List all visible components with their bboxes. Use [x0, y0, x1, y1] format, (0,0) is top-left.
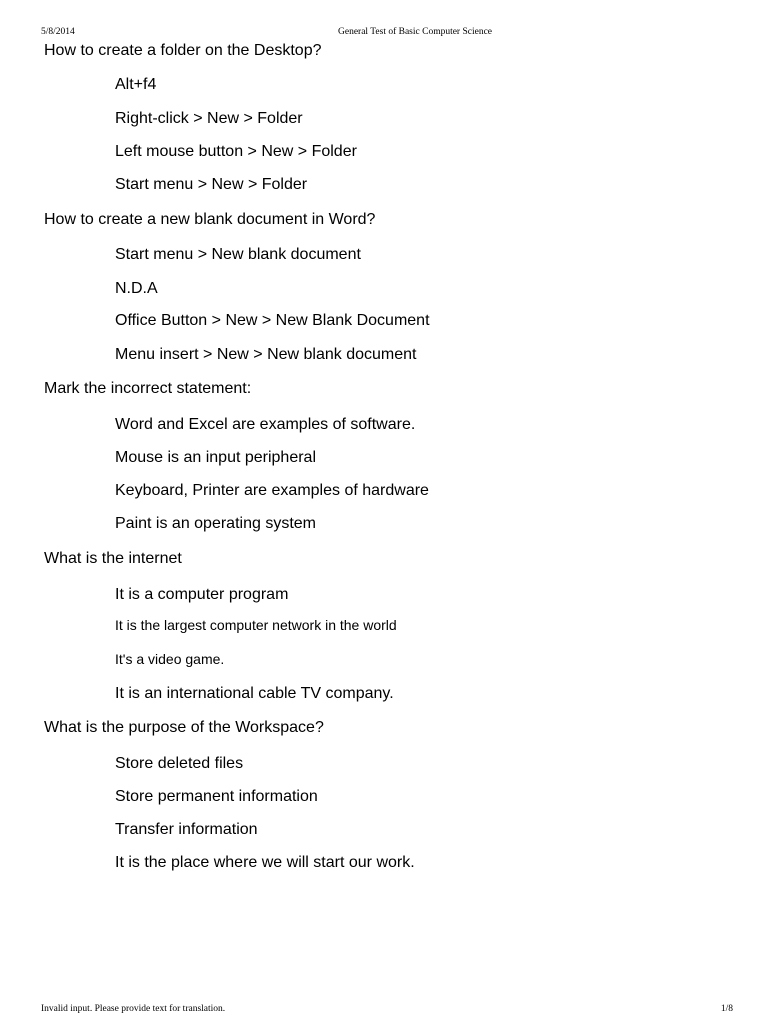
answer-option: Paint is an operating system [115, 515, 316, 532]
question-text: Mark the incorrect statement: [44, 380, 252, 397]
answer-option: It is a computer program [115, 586, 289, 603]
answer-option: Left mouse button > New > Folder [115, 143, 357, 160]
answer-option: Right-click > New > Folder [115, 110, 303, 127]
answer-option: Start menu > New > Folder [115, 176, 308, 193]
answer-option: Transfer information [115, 821, 258, 838]
footer-note: Invalid input. Please provide text for translation. [41, 1004, 226, 1014]
question-text: What is the purpose of the Workspace? [44, 719, 324, 736]
answer-option: Start menu > New blank document [115, 246, 361, 263]
header-title: General Test of Basic Computer Science [338, 27, 493, 37]
page-number: 1/8 [720, 1004, 733, 1014]
answer-option: It's a video game. [115, 651, 225, 667]
header-date: 5/8/2014 [41, 27, 75, 37]
answer-option: Store deleted files [115, 755, 244, 772]
answer-option: Office Button > New > New Blank Document [115, 312, 430, 329]
question-text: How to create a new blank document in Word? [44, 211, 376, 228]
answer-option: It is the largest computer network in the world [115, 617, 397, 633]
answer-option: Mouse is an input peripheral [115, 449, 317, 466]
question-text: What is the internet [44, 550, 182, 567]
answer-option: It is an international cable TV company. [115, 685, 394, 702]
question-text: How to create a folder on the Desktop? [44, 42, 322, 59]
answer-option: Alt+f4 [115, 76, 157, 93]
answer-option: It is the place where we will start our work. [115, 854, 415, 871]
answer-option: Menu insert > New > New blank document [115, 346, 417, 363]
answer-option: Word and Excel are examples of software. [115, 416, 416, 433]
answer-option: Store permanent information [115, 788, 318, 805]
answer-option: Keyboard, Printer are examples of hardware [115, 482, 429, 499]
answer-option: N.D.A [115, 280, 158, 297]
